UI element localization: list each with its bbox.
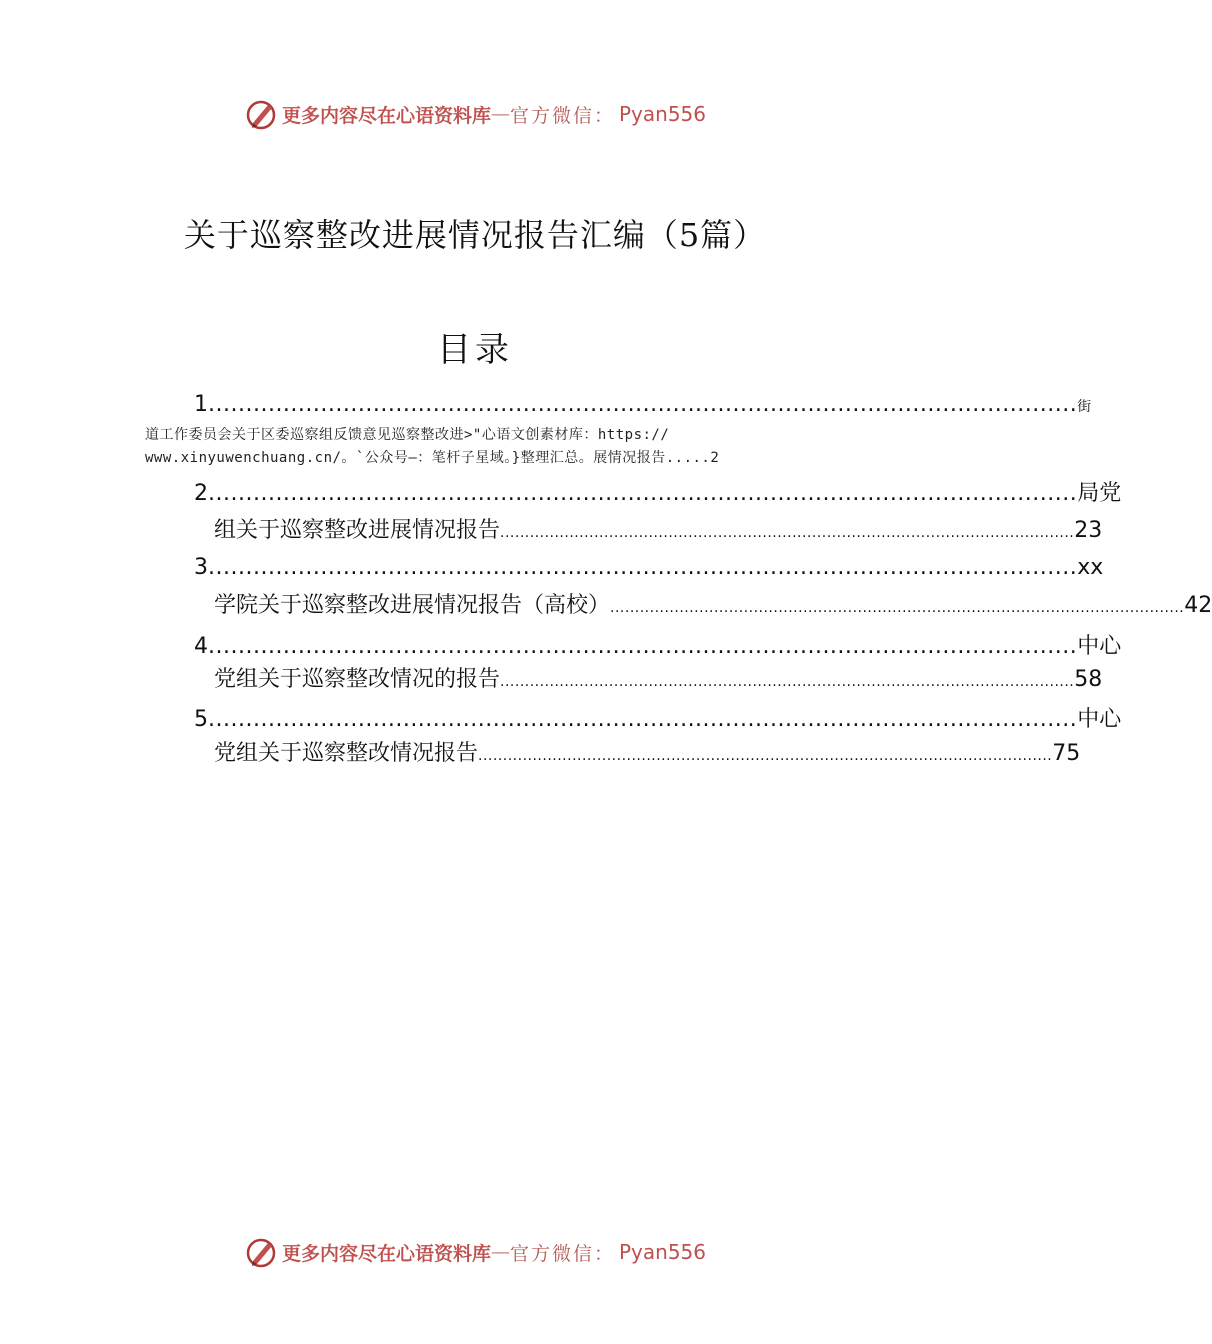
leader-dots: .................................................................................................................... bbox=[610, 600, 1185, 616]
footer-banner bbox=[0, 1232, 950, 1272]
leader-dots: .................................................................................................................... bbox=[208, 707, 1078, 732]
leader-dots: .................................................................................................................... bbox=[500, 525, 1075, 541]
toc-page-number: 23 bbox=[1074, 518, 1103, 543]
toc-entry-number: 5 bbox=[194, 707, 208, 732]
toc-entry-5-line2[interactable] bbox=[214, 736, 1081, 767]
toc-entry-title: 党组关于巡察整改情况报告 bbox=[214, 741, 479, 766]
leader-dots: .................................................................................................................... bbox=[208, 634, 1078, 659]
wechat-id: Pyan556 bbox=[619, 1240, 707, 1264]
toc-entry-number: 4 bbox=[194, 634, 208, 659]
toc-entry-title: 组关于巡察整改进展情况报告 bbox=[214, 518, 501, 543]
leader-dots: .................................................................................................................... bbox=[500, 674, 1075, 690]
toc-entry-title-start: 局党 bbox=[1077, 481, 1122, 506]
toc-entry-2-line1[interactable] bbox=[194, 476, 1122, 507]
toc-entry-number: 2 bbox=[194, 481, 208, 506]
pen-logo-icon bbox=[244, 97, 278, 131]
toc-page-number: 58 bbox=[1074, 667, 1103, 692]
toc-entry-title: 党组关于巡察整改情况的报告 bbox=[214, 667, 501, 692]
toc-entry-4-line2[interactable] bbox=[214, 662, 1103, 693]
toc-entry-1-line3: www.xinyuwenchuang.cn/。`公众号—：笔杆子星域。}整理汇总。展情况报告.....2 bbox=[145, 450, 720, 466]
toc-entry-title-start: xx bbox=[1077, 555, 1104, 580]
toc-entry-title-start: 中心 bbox=[1077, 707, 1122, 732]
toc-entry-number: 3 bbox=[194, 555, 208, 580]
wechat-label: 官方微信： bbox=[509, 1242, 615, 1265]
toc-heading: 目录 bbox=[437, 330, 513, 370]
leader-dots: .................................................................................................................... bbox=[478, 748, 1053, 764]
banner-separator: — bbox=[490, 103, 510, 125]
toc-entry-number: 1 bbox=[194, 392, 208, 417]
site-slogan: 更多内容尽在心语资料库 bbox=[281, 104, 491, 127]
wechat-id: Pyan556 bbox=[619, 102, 707, 126]
toc-entry-5-line1[interactable] bbox=[194, 702, 1122, 733]
header-banner bbox=[0, 94, 950, 134]
toc-entry-3-line1[interactable] bbox=[194, 555, 1104, 580]
toc-entry-2-line2[interactable] bbox=[214, 513, 1103, 544]
leader-dots: .................................................................................................................... bbox=[208, 555, 1078, 580]
toc-entry-3-line2[interactable] bbox=[214, 588, 1212, 619]
toc-entry-title-start: 中心 bbox=[1077, 634, 1122, 659]
pen-logo-icon bbox=[244, 1235, 278, 1269]
leader-dots: .................................................................................................................... bbox=[208, 392, 1078, 417]
toc-page-number: 75 bbox=[1052, 741, 1081, 766]
toc-entry-1-line1[interactable] bbox=[194, 392, 1092, 417]
site-slogan: 更多内容尽在心语资料库 bbox=[281, 1242, 491, 1265]
wechat-label: 官方微信： bbox=[509, 104, 615, 127]
toc-entry-title: 学院关于巡察整改进展情况报告（高校） bbox=[214, 593, 611, 618]
toc-entry-title-start: 街 bbox=[1077, 399, 1092, 415]
toc-entry-1-line2: 道工作委员会关于区委巡察组反馈意见巡察整改进>"心语文创素材库：https:// bbox=[145, 427, 670, 443]
toc-page-number: 42 bbox=[1184, 593, 1212, 618]
leader-dots: .................................................................................................................... bbox=[208, 481, 1078, 506]
document-title: 关于巡察整改进展情况报告汇编（5篇） bbox=[183, 216, 767, 254]
banner-separator: — bbox=[490, 1241, 510, 1263]
toc-entry-4-line1[interactable] bbox=[194, 629, 1122, 660]
